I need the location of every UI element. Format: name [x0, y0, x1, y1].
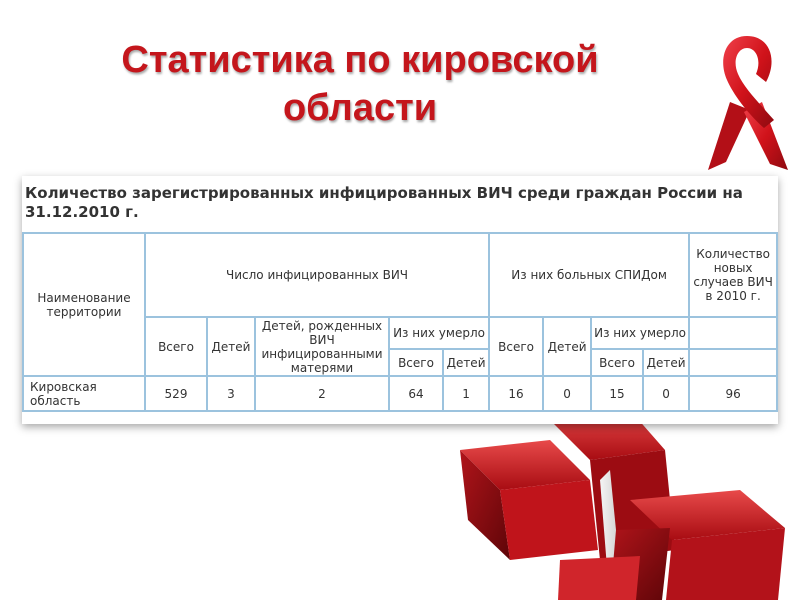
cell-territory: Кировская область — [23, 376, 145, 411]
aids-died-sub-total: Всего — [591, 349, 643, 376]
cell-children: 3 — [207, 376, 255, 411]
cell-died-children: 1 — [443, 376, 489, 411]
subheader-aids-total: Всего — [489, 317, 543, 376]
header-infected: Число инфицированных ВИЧ — [145, 233, 489, 317]
subheader-children: Детей — [207, 317, 255, 376]
cell-aids-total: 16 — [489, 376, 543, 411]
subheader-aids-children: Детей — [543, 317, 591, 376]
table-row — [23, 376, 777, 411]
new-cases-sub-empty — [689, 349, 777, 376]
header-aids: Из них больных СПИДом — [489, 233, 689, 317]
slide-title — [40, 36, 680, 132]
subheader-new-cases-empty — [689, 317, 777, 349]
statistics-card — [22, 176, 778, 424]
header-territory: Наименование территории — [23, 233, 145, 376]
table-caption: Количество зарегистрированных инфицированных ВИЧ среди граждан России на 31.12.2010 г. — [25, 184, 743, 221]
header-new-cases: Количество новых случаев ВИЧ в 2010 г. — [689, 233, 777, 317]
cell-aids-children: 0 — [543, 376, 591, 411]
slide-title-line-2: области — [282, 87, 438, 129]
aids-died-sub-children: Детей — [643, 349, 689, 376]
hiv-statistics-table — [22, 232, 778, 412]
cell-aids-died-total: 15 — [591, 376, 643, 411]
subheader-total: Всего — [145, 317, 207, 376]
cell-died-total: 64 — [389, 376, 443, 411]
subheader-died: Из них умерло — [389, 317, 489, 349]
subheader-aids-died: Из них умерло — [591, 317, 689, 349]
died-sub-total: Всего — [389, 349, 443, 376]
red-cross-puzzle-icon — [440, 410, 800, 600]
slide-title-line-1: Статистика по кировской — [121, 39, 599, 81]
cell-new-cases: 96 — [689, 376, 777, 411]
aids-ribbon-icon — [700, 32, 795, 172]
cell-aids-died-children: 0 — [643, 376, 689, 411]
cell-children-born: 2 — [255, 376, 389, 411]
subheader-children-born: Детей, рожденных ВИЧ инфицированными матерями — [255, 317, 389, 376]
cell-total: 529 — [145, 376, 207, 411]
died-sub-children: Детей — [443, 349, 489, 376]
